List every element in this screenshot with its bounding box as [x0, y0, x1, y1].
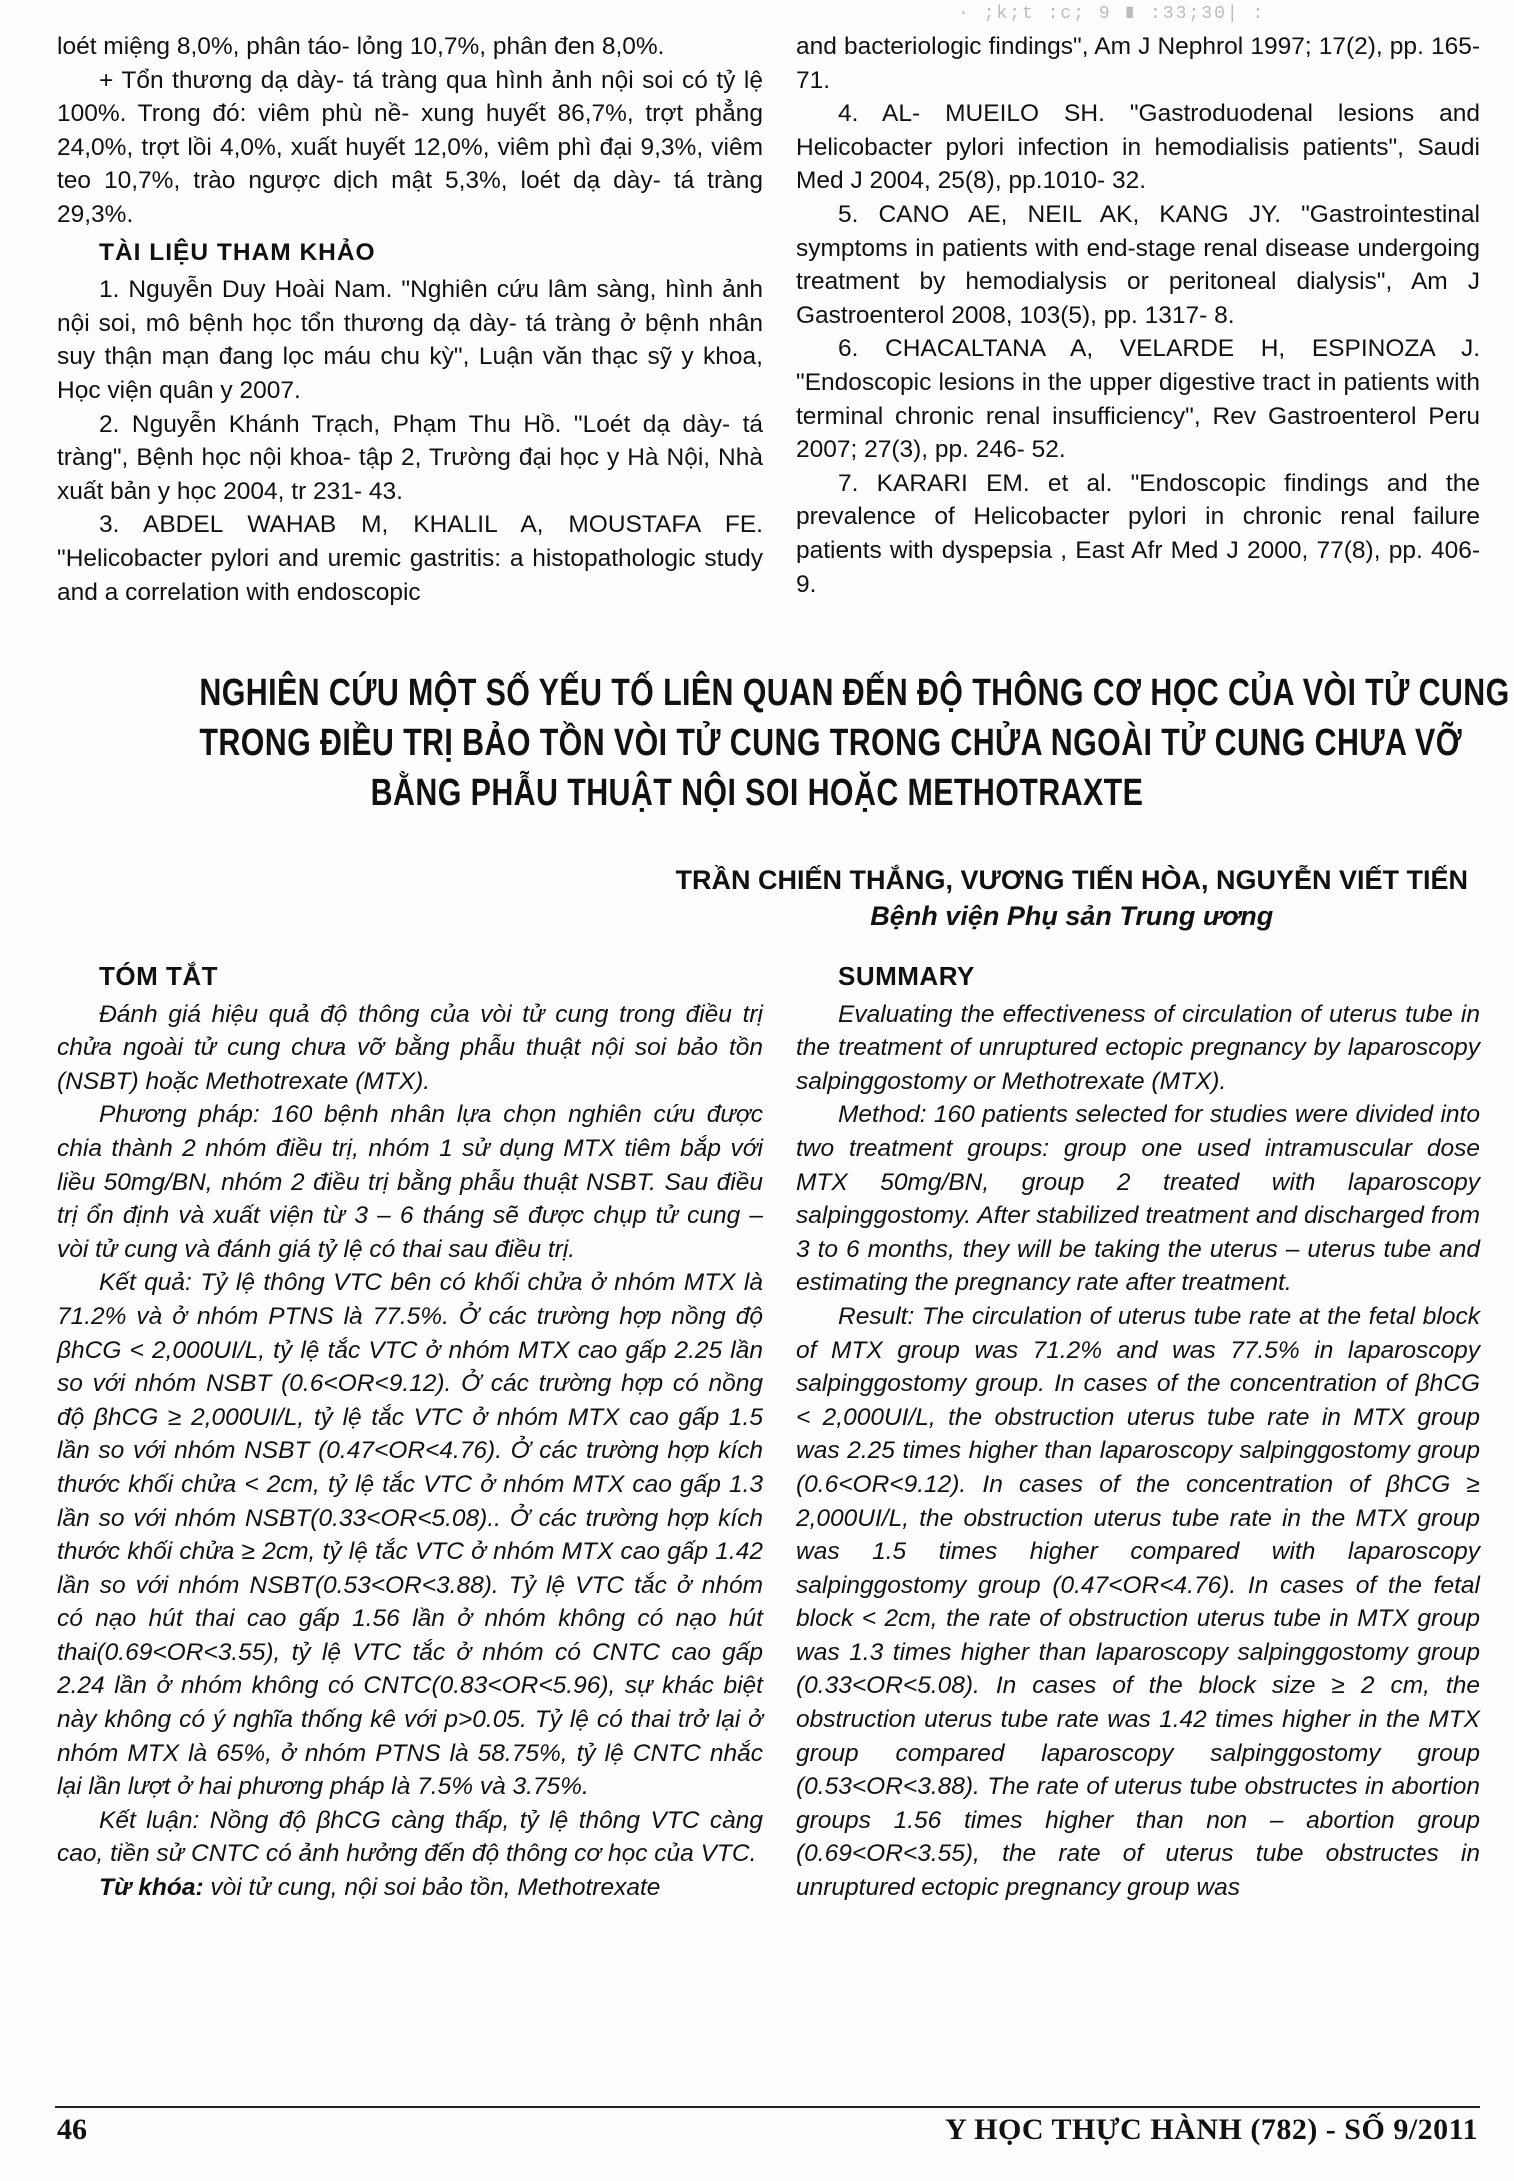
reference-7: 7. KARARI EM. et al. "Endoscopic findings and the prevalence of Helicobacter pylori in chronic renal failure patients with dyspepsia , East Afr Med J 2000, 77(8), pp. 406-9. — [796, 469, 1480, 598]
keywords-label: Từ khóa: — [99, 1874, 204, 1902]
reference-1: 1. Nguyễn Duy Hoài Nam. "Nghiên cứu lâm sàng, hình ảnh nội soi, mô bệnh học tổn thương dạ dày- tá tràng ở bệnh nhân suy thận mạn đang lọc máu chu kỳ", Luận văn thạc sỹ y khoa, Học viện quân y 2007. — [57, 276, 763, 404]
summary-method: Method: 160 patients selected for studies were divided into two treatment groups: group one used intramuscular dose MTX 50mg/BN, group 2 treated with laparoscopy salpinggostomy. After stabilized treatment and discharged from 3 to 6 months, they will be taking the uterus – uterus tube and estimating the pregnancy rate after treatment. — [796, 1101, 1480, 1297]
reference-6: 6. CHACALTANA A, VELARDE H, ESPINOZA J. "Endoscopic lesions in the upper digestive tract in patients with terminal chronic renal insufficiency", Rev Gastroenterol Peru 2007; 27(3), pp. 246- 52. — [796, 335, 1480, 464]
title-line-3: BẰNG PHẪU THUẬT NỘI SOI HOẶC METHOTRAXTE — [370, 772, 1144, 814]
author-block — [676, 862, 1468, 934]
abstract-vi-keywords — [57, 1871, 763, 1905]
references-heading: TÀI LIỆU THAM KHẢO — [99, 238, 376, 266]
reference-5: 5. CANO AE, NEIL AK, KANG JY. "Gastrointestinal symptoms in patients with end-stage renal disease undergoing treatment by hemodialysis or peritoneal dialysis", Am J Gastroenterol 2008, 103(5), pp. 1317- 8. — [796, 200, 1480, 329]
previous-article-right-column — [796, 30, 1480, 601]
abstract-vietnamese — [57, 960, 763, 1905]
summary-results: Result: The circulation of uterus tube rate at the fetal block of MTX group was 71.2% and was 77.5% in laparoscopy salpinggostomy group. In cases of the concentration of βhCG < 2,000UI/L, the obstruction uterus tube rate in MTX group was 2.25 times higher than laparoscopy salpinggostomy group (0.6<OR<9.12). In cases of the concentration of βhCG ≥ 2,000UI/L, the obstruction uterus tube rate in the MTX group was 1.5 times higher compared with laparoscopy salpinggostomy group (0.47<OR<4.76). In cases of the fetal block < 2cm, the rate of obstruction uterus tube in MTX group was 1.3 times higher than laparoscopy salpinggostomy group (0.33<OR<5.08). In cases of the block size ≥ 2 cm, the obstruction uterus tube rate was 1.42 times higher in the MTX group compared laparoscopy salpinggostomy group (0.53<OR<3.88). The rate of uterus tube obstructes in abortion groups 1.56 times higher than non – abortion group (0.69<OR<3.55), the rate of uterus tube obstructes in unruptured ectopic pregnancy group was — [796, 1302, 1480, 1902]
abstract-vi-objective: Đánh giá hiệu quả độ thông của vòi tử cung trong điều trị chửa ngoài tử cung chưa vỡ bằng phẫu thuật nội soi bảo tồn (NSBT) hoặc Methotrexate (MTX). — [57, 1000, 763, 1095]
author-affiliation: Bệnh viện Phụ sản Trung ương — [870, 901, 1274, 931]
abstract-vi-results: Kết quả: Tỷ lệ thông VTC bên có khối chửa ở nhóm MTX là 71.2% và ở nhóm PTNS là 77.5%. Ở các trường hợp nồng độ βhCG < 2,000UI/L, tỷ lệ tắc VTC ở nhóm MTX cao gấp 2.25 lần so với nhóm NSBT (0.6<OR<9.12). Ở các trường hợp có nồng độ βhCG ≥ 2,000UI/L, tỷ lệ tắc VTC ở nhóm MTX cao gấp 1.5 lần so với nhóm NSBT (0.47<OR<4.76). Ở các trường hợp kích thước khối chửa < 2cm, tỷ lệ tắc VTC ở nhóm MTX cao gấp 1.3 lần so với nhóm NSBT(0.33<OR<5.08).. Ở các trường hợp kích thước khối chửa ≥ 2cm, tỷ lệ tắc VTC ở nhóm MTX cao gấp 1.42 lần so với nhóm NSBT(0.53<OR<3.88). Tỷ lệ VTC tắc ở nhóm có nạo hút thai cao gấp 1.56 lần ở nhóm không có nạo hút thai(0.69<OR<3.55), tỷ lệ VTC tắc ở nhóm có CNTC cao gấp 2.24 lần ở nhóm không có CNTC(0.83<OR<5.96), sự khác biệt này không có ý nghĩa thống kê với p>0.05. Tỷ lệ có thai trở lại ở nhóm MTX là 65%, ở nhóm PTNS là 58.75%, tỷ lệ CNTC nhắc lại lần lượt ở hai phương pháp là 7.5% và 3.75%. — [57, 1269, 763, 1801]
reference-3-continued: and bacteriologic findings", Am J Nephrol 1997; 17(2), pp. 165- 71. — [796, 33, 1480, 94]
results-paragraph: + Tổn thương dạ dày- tá tràng qua hình ảnh nội soi có tỷ lệ 100%. Trong đó: viêm phù nề- xung huyết 86,7%, trợt phẳng 24,0%, trợt lồi 4,0%, xuất huyết 12,0%, viêm phì đại 9,3%, viêm teo 10,7%, trào ngược dịch mật 5,3%, loét dạ dày- tá tràng 29,3%. — [57, 66, 763, 228]
abstract-vi-heading: TÓM TẮT — [99, 961, 219, 991]
previous-article-left-column — [57, 30, 763, 609]
abstract-english — [796, 960, 1480, 1905]
abstract-vi-method: Phương pháp: 160 bệnh nhân lựa chọn nghiên cứu được chia thành 2 nhóm điều trị, nhóm 1 sử dụng MTX tiêm bắp với liều 50mg/BN, nhóm 2 điều trị bằng phẫu thuật NSBT. Sau điều trị ổn định và xuất viện từ 3 – 6 tháng sẽ được chụp tử cung – vòi tử cung và đánh giá tỷ lệ có thai sau điều trị. — [57, 1101, 763, 1263]
article-title — [199, 668, 1510, 818]
results-text-fragment: loét miệng 8,0%, phân táo- lỏng 10,7%, phân đen 8,0%. — [57, 33, 665, 60]
reference-2: 2. Nguyễn Khánh Trạch, Phạm Thu Hồ. "Loét dạ dày- tá tràng", Bệnh học nội khoa- tập 2, Trường đại học y Hà Nội, Nhà xuất bản y học 2004, tr 231- 43. — [57, 410, 763, 505]
author-names: TRẦN CHIẾN THẮNG, VƯƠNG TIẾN HÒA, NGUYỄN VIẾT TIẾN — [675, 865, 1468, 895]
journal-issue: Y HỌC THỰC HÀNH (782) - SỐ 9/2011 — [945, 2113, 1478, 2146]
title-line-2: TRONG ĐIỀU TRỊ BẢO TỒN VÒI TỬ CUNG TRONG CHỬA NGOÀI TỬ CUNG CHƯA VỠ — [199, 722, 1463, 764]
abstract-vi-conclusion: Kết luận: Nồng độ βhCG càng thấp, tỷ lệ thông VTC càng cao, tiền sử CNTC có ảnh hưởng đến độ thông cơ học của VTC. — [57, 1806, 763, 1868]
keywords-text: vòi tử cung, nội soi bảo tồn, Methotrexate — [203, 1874, 661, 1902]
title-line-1: NGHIÊN CỨU MỘT SỐ YẾU TỐ LIÊN QUAN ĐẾN ĐỘ THÔNG CƠ HỌC CỦA VÒI TỬ CUNG — [199, 672, 1510, 714]
page-number: 46 — [57, 2113, 87, 2146]
summary-objective: Evaluating the effectiveness of circulation of uterus tube in the treatment of unruptured ectopic pregnancy by laparoscopy salpinggostomy or Methotrexate (MTX). — [796, 1000, 1480, 1095]
reference-3: 3. ABDEL WAHAB M, KHALIL A, MOUSTAFA FE. "Helicobacter pylori and uremic gastritis: a histopathologic study and a correlation with endoscopic — [57, 511, 763, 606]
footer-divider — [55, 2106, 1480, 2108]
reference-4: 4. AL- MUEILO SH. "Gastroduodenal lesions and Helicobacter pylori infection in hemodialisis patients", Saudi Med J 2004, 25(8), pp.1010- 32. — [796, 100, 1480, 195]
scan-artifact: · ;k;t :c; 9 ∎ :33;30| : — [958, 4, 1266, 24]
summary-heading: SUMMARY — [838, 961, 975, 991]
